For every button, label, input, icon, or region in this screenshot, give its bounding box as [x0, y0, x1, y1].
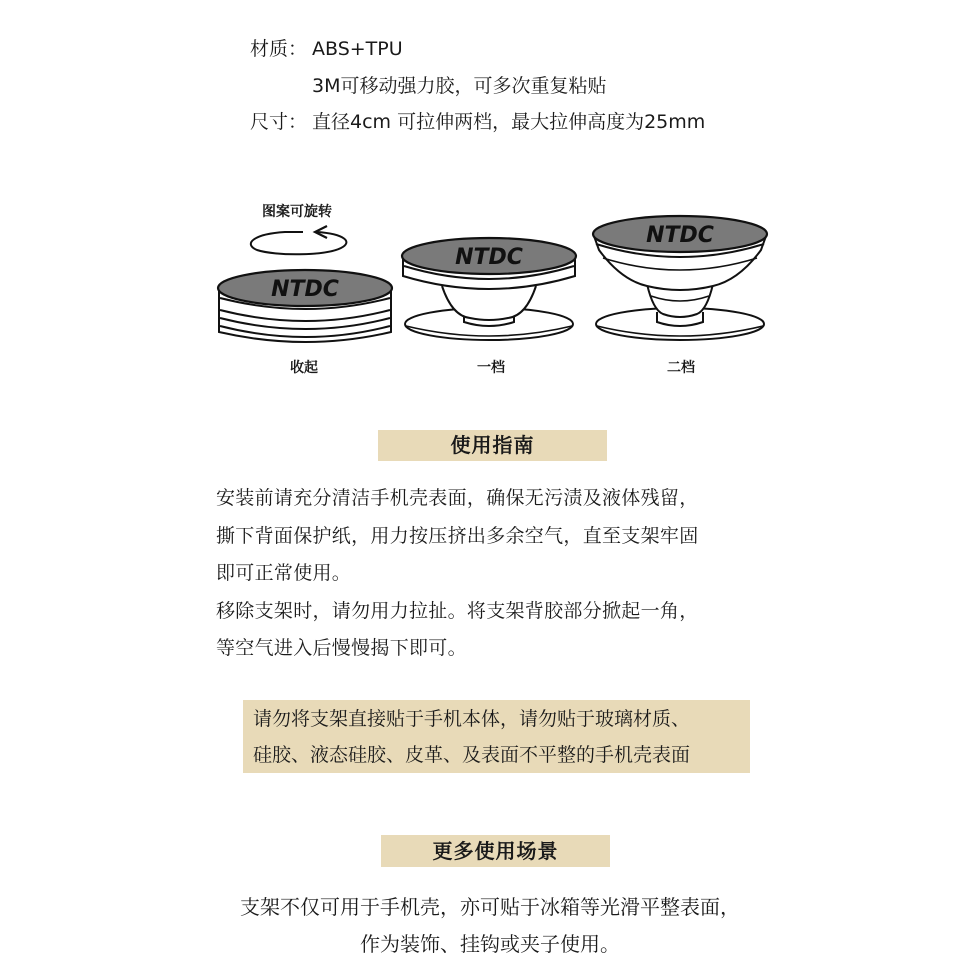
state-label-level2: 二档	[667, 360, 695, 376]
popgrip-level1-illustration	[400, 236, 580, 346]
usage-line: 即可正常使用。	[216, 562, 352, 584]
spec-material	[250, 37, 403, 61]
usage-instructions	[216, 480, 699, 668]
state-label-collapsed: 收起	[290, 360, 318, 376]
rotate-caption: 图案可旋转	[262, 204, 332, 220]
usage-line: 安装前请充分清洁手机壳表面，确保无污渍及液体残留，	[216, 487, 699, 509]
scene-line: 支架不仅可用于手机壳，亦可贴于冰箱等光滑平整表面，	[240, 895, 740, 919]
svg-text:NTDC: NTDC	[455, 245, 523, 270]
rotate-arrow-icon	[245, 222, 355, 258]
material-value-2: 3M可移动强力胶，可多次重复粘贴	[312, 75, 607, 97]
usage-line: 等空气进入后慢慢揭下即可。	[216, 637, 467, 659]
material-label: 材质：	[250, 38, 308, 60]
usage-line: 撕下背面保护纸，用力按压挤出多余空气，直至支架牢固	[216, 524, 699, 547]
svg-text:NTDC: NTDC	[646, 223, 714, 248]
more-scenes-title: 更多使用场景	[432, 839, 559, 863]
more-scenes-header	[381, 835, 610, 867]
usage-guide-header	[378, 430, 607, 461]
popgrip-level2-illustration	[591, 214, 771, 346]
spec-material-adhesive	[312, 74, 606, 98]
popgrip-collapsed-illustration	[216, 266, 396, 348]
spec-size	[250, 110, 705, 134]
size-label: 尺寸：	[250, 111, 308, 133]
usage-line: 移除支架时，请勿用力拉扯。将支架背胶部分掀起一角，	[216, 599, 699, 622]
warning-line: 请勿将支架直接贴于手机本体，请勿贴于玻璃材质、	[253, 708, 691, 730]
state-label-level1: 一档	[477, 360, 505, 376]
more-scenes-text	[180, 889, 800, 963]
material-value: ABS+TPU	[312, 38, 403, 60]
scene-line: 作为装饰、挂钩或夹子使用。	[360, 932, 620, 956]
size-value: 直径4cm 可拉伸两档，最大拉伸高度为25mm	[312, 111, 706, 133]
usage-guide-title: 使用指南	[450, 433, 535, 457]
warning-box	[243, 700, 750, 773]
logo-text: NTDC	[271, 277, 339, 302]
warning-line: 硅胶、液态硅胶、皮革、及表面不平整的手机壳表面	[253, 744, 691, 766]
